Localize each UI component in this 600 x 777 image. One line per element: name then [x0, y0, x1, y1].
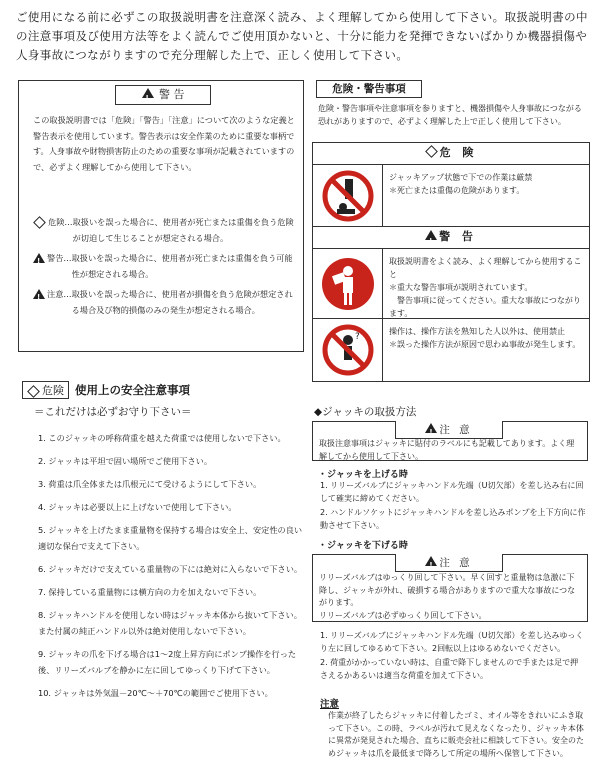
list-item: 7. 保持している重量物には横方向の力を加えないで下さい。: [38, 587, 262, 597]
warning-triangle-icon: [425, 230, 437, 240]
warning1-text: 取扱説明書をよく読み、よく理解してから使用すること ＊重大な警告事項が説明されています。 警告事項に従ってください。重大な事故につながります。: [389, 257, 582, 318]
caution-header-1: !注 意: [395, 421, 503, 439]
list-item: 2. ジャッキは平坦で固い場所でご使用下さい。: [38, 456, 213, 466]
hazard-table: [312, 142, 590, 382]
safety-rules-list: [38, 430, 310, 708]
danger-row: [313, 165, 589, 227]
safety-section-title: 危険 使用上の安全注意事項: [22, 381, 190, 399]
definition-caution: ! 注意… 取扱いを誤った場合に、使用者が損傷を負う危険が想定される場合及び物的損傷のみの発生が想定される場合。: [33, 287, 299, 318]
final-caution-text: 作業が終了したらジャッキに付着したゴミ、オイル等をきれいにふき取って下さい。この時、ラベルが汚れて見えなくなったり、ジャッキ本体に異常が発見された場合、直ちに販売会社に相談して下さい。安全のためジャッキは爪を最低まで降ろして所定の場所へ保管して下さい。: [328, 711, 584, 758]
no-work-under-icon: [313, 165, 383, 226]
danger-diamond-icon: [27, 385, 40, 398]
list-item: 5. ジャッキを上げたまま重量物を保持する場合は安全上、安定性の良い適切な保台で支えて下さい。: [38, 525, 303, 551]
lower-title: ・ジャッキを下げる時: [318, 541, 408, 551]
caution-box-1: [312, 421, 588, 461]
list-item: 1. リリーズバルブにジャッキハンドル先端（U切欠部）を差し込みゆっくり左に回してゆるめて下さい。2回転以上はゆるめないでください。: [320, 631, 584, 653]
list-item: 1. リリーズバルブにジャッキハンドル先端（U切欠部）を差し込み右に回して確実に締めてください。: [320, 481, 584, 503]
caution-box-2: [312, 554, 588, 622]
warning-row-read-manual: [313, 249, 589, 319]
definition-warning: ! 警告… 取扱いを誤った場合に、使用者が死亡または重傷を負う可能性が想定される場合。: [33, 251, 299, 282]
caution-header-2: !注 意: [395, 554, 503, 572]
raise-title: ・ジャッキを上げる時: [318, 470, 408, 480]
caution-triangle-icon: [425, 556, 437, 566]
warning-box: [18, 80, 304, 352]
list-item: 2. 荷重がかかっていない時は、自重で降下しませんので手または足で押さえるかあるいは適当な荷重を加えて下さい。: [320, 658, 579, 680]
warning2-text: 操作は、操作方法を熟知した人以外は、使用禁止 ＊誤った操作方法が原因で思わぬ事故が発生します。: [389, 327, 581, 349]
no-untrained-operator-icon: [313, 319, 383, 381]
list-item: 10. ジャッキは外気温－20℃～＋70℃の範囲でご使用下さい。: [38, 688, 273, 698]
caution-triangle-icon: [425, 423, 437, 433]
list-item: 6. ジャッキだけで支えている重量物の下には絶対に入らないで下さい。: [38, 564, 303, 574]
list-item: 9. ジャッキの爪を下げる場合は1～2度上昇方向にポンプ操作を行った後、リリーズバルブを静かに左に回してゆっくり下げて下さい。: [38, 649, 297, 675]
raise-steps: [320, 480, 586, 534]
caution-text-1: 取扱注意事項はジャッキに貼付のラベルにも記載してあります。よく理解してから使用して下さい。: [319, 439, 575, 461]
list-item: 2. ハンドルソケットにジャッキハンドルを差し込みポンプを上下方向に作動させて下さい。: [320, 508, 586, 530]
warning-box-body: この取扱説明書では「危険」「警告」「注意」について次のような定義と警告表示を使用しています。警告表示は安全作業のために重要な事柄です。人身事故や財物損害防止のための重要な事項が記載されていますので、必ずよく理解してから使用して下さい。: [33, 115, 295, 172]
warning-definitions: [33, 215, 299, 324]
lower-steps: [320, 630, 586, 684]
danger-tag: 危険: [22, 381, 69, 399]
read-manual-icon: [313, 249, 383, 318]
danger-text: ジャッキアップ状態で下での作業は厳禁 ＊死亡または重傷の危険があります。: [389, 173, 533, 195]
list-item: 4. ジャッキは必要以上に上げないで使用して下さい。: [38, 502, 237, 512]
warning-box-title: ! 警 告: [115, 85, 211, 105]
definition-danger: 危険… 取扱いを誤った場合に、使用者が死亡または重傷を負う危険が切迫して生じることが想定される場合。: [33, 215, 299, 246]
danger-diamond-icon: [33, 216, 46, 229]
warning-row-operator: [313, 319, 589, 381]
hazard-intro: 危険・警告事項や注意事項を参りますと、機器損傷や人身事故につながる恐れがありますので、必ずよく理解した上で正しく使用して下さい。: [318, 104, 582, 126]
warning-header: !警 告: [313, 227, 589, 249]
list-item: 1. このジャッキの呼称荷重を越えた荷重では使用しないで下さい。: [38, 433, 286, 443]
danger-header: 危 険: [313, 143, 589, 165]
safety-motto: ＝これだけは必ずお守り下さい＝: [34, 406, 192, 418]
list-item: 3. 荷重は爪全体または爪根元にて受けるようにして下さい。: [38, 479, 262, 489]
list-item: 8. ジャッキハンドルを使用しない時はジャッキ本体から抜いて下さい。また付属の純正ハンドル以外は絶対使用しないで下さい。: [38, 610, 302, 636]
danger-diamond-icon: [425, 145, 438, 158]
svg-text:?: ?: [354, 332, 360, 342]
jack-section-title: ◆ジャッキの取扱方法: [314, 406, 417, 418]
final-caution-title: 注意: [320, 699, 340, 710]
warning-triangle-icon: [33, 253, 45, 263]
caution-triangle-icon: [33, 289, 45, 299]
caution-text-2: リリーズバルブはゆっくり回して下さい。早く回すと重量物は急激に下降し、ジャッキが外れ、破損する場合がありますので重大な事故につながります。 リリーズバルブは必ずゆっくり回して下さい。: [319, 573, 576, 620]
intro-text: ご使用になる前に必ずこの取扱説明書を注意深く読み、よく理解してから使用して下さい。取扱説明書の中の注意事項及び使用方法等をよく読んでご使用頂かないと、十分に能力を発揮できないばかりか機器損傷や人身事故につながりますので充分理解した上で、正しく使用して下さい。: [16, 10, 588, 62]
warning-triangle-icon: [142, 88, 154, 98]
hazard-title: 危険・警告事項: [316, 80, 422, 98]
